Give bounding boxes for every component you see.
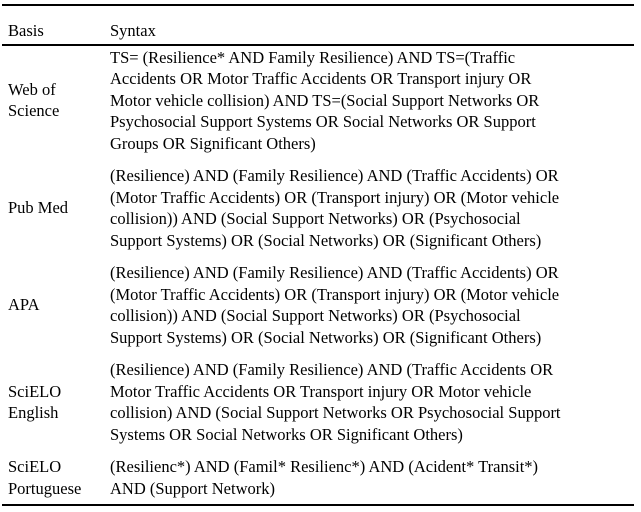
- basis-cell-web-of-science: [2, 45, 110, 165]
- syntax-line: (Resilienc*) AND (Famil* Resilienc*) AND (Acident* Transit*): [110, 457, 539, 476]
- search-syntax-table: [2, 4, 634, 506]
- column-header-basis: Basis: [2, 5, 110, 45]
- syntax-line: Psychosocial Support Systems OR Social Networks OR Support: [110, 112, 536, 131]
- syntax-cell-apa: [110, 261, 634, 358]
- basis-line: Science: [8, 101, 60, 121]
- syntax-line: Systems OR Social Networks OR Significant Others): [110, 424, 463, 444]
- table-body: [2, 45, 634, 506]
- syntax-line: Motor vehicle collision) AND TS=(Social Support Networks OR: [110, 90, 540, 110]
- column-header-syntax: Syntax: [110, 5, 634, 45]
- basis-cell-scielo-english: [2, 358, 110, 455]
- syntax-line: (Resilience) AND (Family Resilience) AND (Traffic Accidents OR: [110, 360, 554, 379]
- table-header-row: [2, 5, 634, 45]
- syntax-line: (Motor Traffic Accidents) OR (Transport injury) OR (Motor vehicle: [110, 187, 560, 207]
- syntax-line: AND (Support Network): [110, 478, 275, 498]
- syntax-line: collision) AND (Social Support Networks OR Psychosocial Support: [110, 403, 561, 422]
- document-page: [0, 4, 641, 512]
- basis-line: Pub Med: [8, 198, 69, 218]
- table-header: [2, 5, 634, 45]
- syntax-line: (Motor Traffic Accidents) OR (Transport injury) OR (Motor vehicle: [110, 284, 560, 304]
- syntax-line: Groups OR Significant Others): [110, 133, 316, 153]
- syntax-line: TS= (Resilience* AND Family Resilience) AND TS=(Traffic: [110, 47, 516, 67]
- syntax-line: Support Systems) OR (Social Networks) OR (Significant Others): [110, 230, 542, 250]
- syntax-cell-web-of-science: [110, 45, 634, 165]
- table-row-scielo-english: [2, 358, 634, 455]
- basis-line: SciELO: [8, 381, 62, 401]
- basis-cell-apa: [2, 261, 110, 358]
- syntax-line: collision)) AND (Social Support Networks) OR (Psychosocial: [110, 209, 521, 228]
- syntax-line: Motor Traffic Accidents OR Transport injury OR Motor vehicle: [110, 381, 532, 401]
- syntax-line: (Resilience) AND (Family Resilience) AND (Traffic Accidents) OR: [110, 263, 559, 282]
- syntax-cell-scielo-portuguese: [110, 455, 634, 505]
- syntax-line: Accidents OR Motor Traffic Accidents OR Transport injury OR: [110, 69, 532, 88]
- basis-line: English: [8, 403, 59, 422]
- syntax-cell-pub-med: [110, 164, 634, 261]
- basis-line: APA: [8, 295, 40, 315]
- basis-line: SciELO: [8, 457, 62, 476]
- syntax-cell-scielo-english: [110, 358, 634, 455]
- basis-line: Portuguese: [8, 478, 82, 498]
- table-row-pub-med: [2, 164, 634, 261]
- table-row-web-of-science: [2, 45, 634, 165]
- syntax-line: collision)) AND (Social Support Networks) OR (Psychosocial: [110, 306, 521, 325]
- basis-cell-pub-med: [2, 164, 110, 261]
- table-row-scielo-portuguese: [2, 455, 634, 505]
- basis-cell-scielo-portuguese: [2, 455, 110, 505]
- syntax-line: Support Systems) OR (Social Networks) OR (Significant Others): [110, 327, 542, 347]
- syntax-line: (Resilience) AND (Family Resilience) AND (Traffic Accidents) OR: [110, 166, 559, 185]
- basis-line: Web of: [8, 79, 56, 99]
- table-row-apa: [2, 261, 634, 358]
